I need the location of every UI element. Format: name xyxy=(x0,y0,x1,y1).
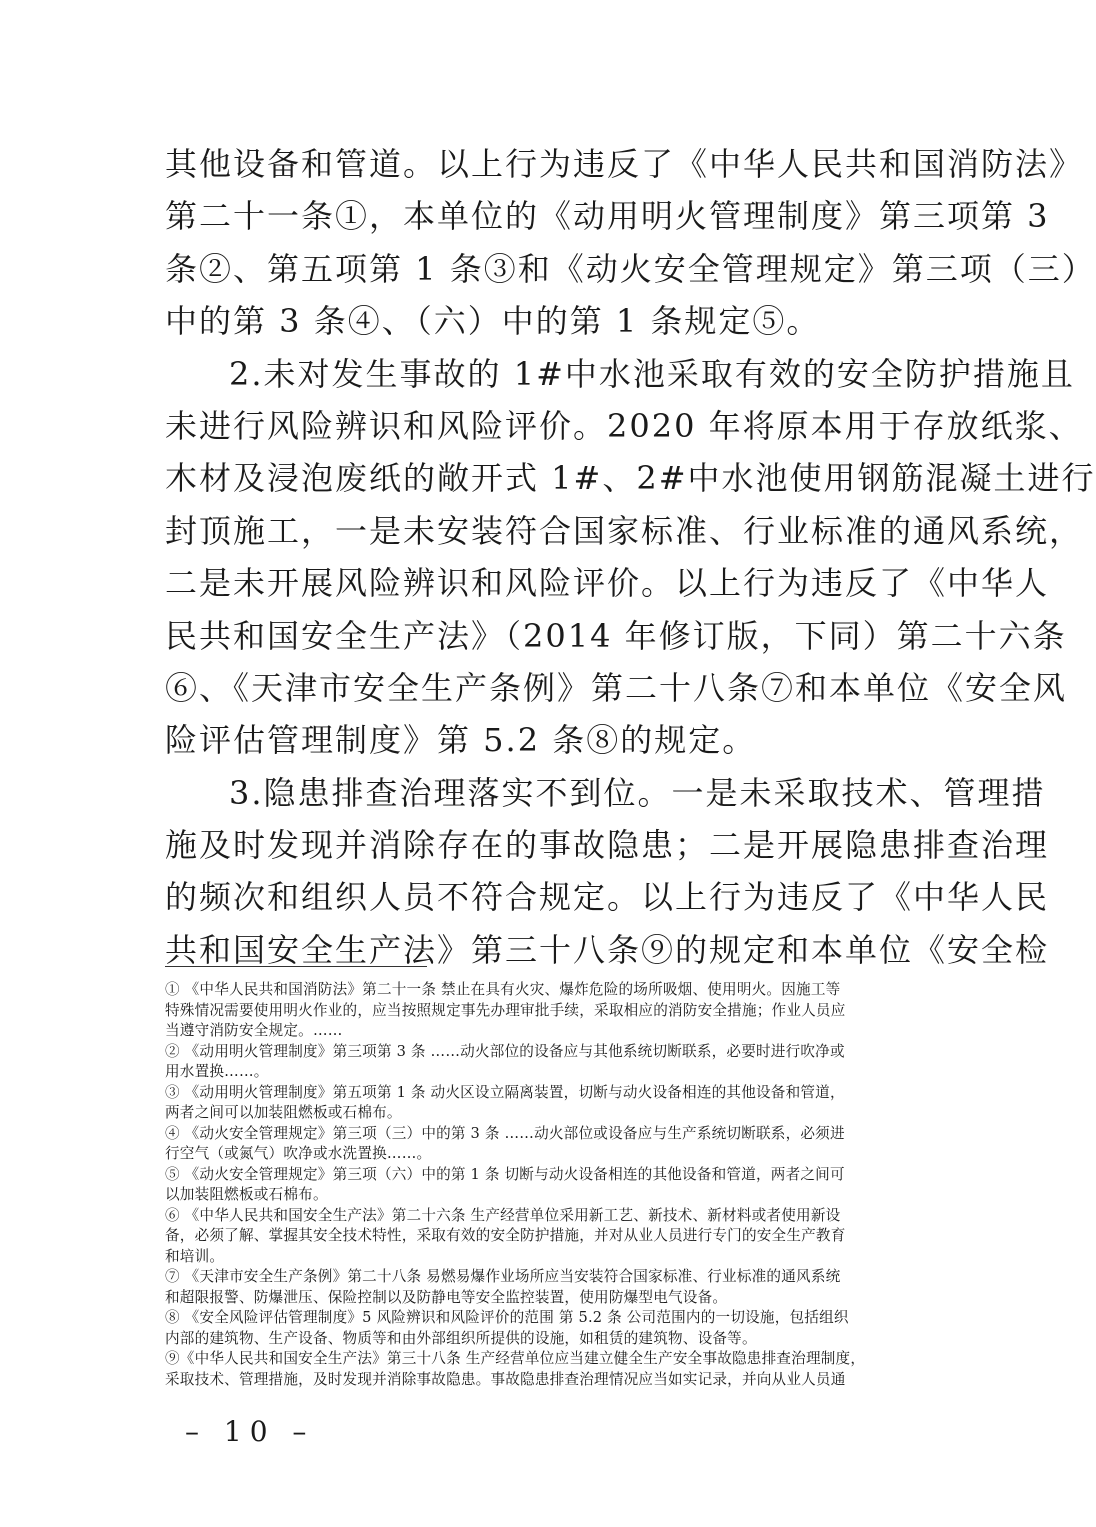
body-line: 木材及浸泡废纸的敞开式 1#、2#中水池使用钢筋混凝土进行 xyxy=(165,459,1096,498)
footnote-line: ⑤ 《动火安全管理规定》第三项（六）中的第 1 条 切断与动火设备相连的其他设备和管道，两者之间可 xyxy=(165,1165,845,1183)
body-line: 施及时发现并消除存在的事故隐患；二是开展隐患排查治理 xyxy=(165,826,1050,865)
page-number: – 10 – xyxy=(185,1415,315,1448)
body-line: 民共和国安全生产法》（2014 年修订版，下同）第二十六条 xyxy=(165,616,1067,655)
body-line: 2.未对发生事故的 1#中水池采取有效的安全防护措施且 xyxy=(229,354,1075,393)
footnote-line: 备，必须了解、掌握其安全技术特性，采取有效的安全防护措施，并对从业人员进行专门的安全生产教育 xyxy=(165,1227,846,1244)
footnote-line: 两者之间可以加装阻燃板或石棉布。 xyxy=(165,1104,402,1121)
footnote-line: ① 《中华人民共和国消防法》第二十一条 禁止在具有火灾、爆炸危险的场所吸烟、使用明火。因施工等 xyxy=(165,981,841,998)
footnotes xyxy=(165,980,917,1390)
footnote-line: ③ 《动用明火管理制度》第五项第 1 条 动火区设立隔离装置，切断与动火设备相连的其他设备和管道， xyxy=(165,1083,845,1101)
footnote-divider xyxy=(165,966,427,967)
footnote-line: 内部的建筑物、生产设备、物质等和由外部组织所提供的设施，如租赁的建筑物、设备等。 xyxy=(165,1329,757,1347)
body-line: 条②、第五项第 1 条③和《动火安全管理规定》第三项（三） xyxy=(165,249,1096,288)
footnote-line: ④ 《动火安全管理规定》第三项（三）中的第 3 条 ……动火部位或设备应与生产系统切断联系，必须进 xyxy=(165,1124,845,1142)
footnote-line: 以加装阻燃板或石棉布。 xyxy=(165,1186,328,1203)
footnote-line: 特殊情况需要使用明火作业的，应当按照规定事先办理审批手续，采取相应的消防安全措施；作业人员应 xyxy=(165,1001,846,1019)
footnote-line: 用水置换……。 xyxy=(165,1063,269,1080)
body-line: 未进行风险辨识和风险评价。2020 年将原本用于存放纸浆、 xyxy=(165,406,1083,445)
body-line: 3.隐患排查治理落实不到位。一是未采取技术、管理措 xyxy=(229,773,1046,812)
footnote-line: ⑥ 《中华人民共和国安全生产法》第二十六条 生产经营单位采用新工艺、新技术、新材料或者使用新设 xyxy=(165,1206,841,1224)
body-line: 中的第 3 条④、（六）中的第 1 条规定⑤。 xyxy=(165,302,821,341)
footnote-line: 采取技术、管理措施，及时发现并消除事故隐患。事故隐患排查治理情况应当如实记录，并向从业人员通 xyxy=(165,1370,846,1388)
footnote-line: ⑧ 《安全风险评估管理制度》5 风险辨识和风险评价的范围 第 5.2 条 公司范围内的一切设施，包括组织 xyxy=(165,1309,849,1326)
body-line: ⑥、《天津市安全生产条例》第二十八条⑦和本单位《安全风 xyxy=(165,668,1068,707)
body-line: 险评估管理制度》第 5.2 条⑧的规定。 xyxy=(165,721,757,760)
body-line: 封顶施工，一是未安装符合国家标准、行业标准的通风系统， xyxy=(165,511,1084,550)
body-text xyxy=(165,138,1096,976)
footnote-line: ⑦ 《天津市安全生产条例》第二十八条 易燃易爆作业场所应当安装符合国家标准、行业标准的通风系统 xyxy=(165,1268,841,1285)
body-line: 其他设备和管道。以上行为违反了《中华人民共和国消防法》 xyxy=(165,145,1084,183)
body-line: 二是未开展风险辨识和风险评价。以上行为违反了《中华人 xyxy=(165,564,1050,603)
body-line: 的频次和组织人员不符合规定。以上行为违反了《中华人民 xyxy=(165,878,1050,917)
footnote-line: 当遵守消防安全规定。…… xyxy=(165,1022,343,1039)
footnote-line: ⑨《中华人民共和国安全生产法》第三十八条 生产经营单位应当建立健全生产安全事故隐患排查治理制度， xyxy=(165,1350,866,1367)
footnote-line: 行空气（或氮气）吹净或水洗置换……。 xyxy=(165,1145,432,1162)
footnote-line: ② 《动用明火管理制度》第三项第 3 条 ……动火部位的设备应与其他系统切断联系，必要时进行吹净或 xyxy=(165,1042,845,1060)
body-line: 第二十一条①，本单位的《动用明火管理制度》第三项第 3 xyxy=(165,197,1050,236)
body-line: 共和国安全生产法》第三十八条⑨的规定和本单位《安全检 xyxy=(165,930,1050,969)
footnote-line: 和培训。 xyxy=(165,1247,225,1265)
footnote-line: 和超限报警、防爆泄压、保险控制以及防静电等安全监控装置，使用防爆型电气设备。 xyxy=(165,1288,728,1306)
